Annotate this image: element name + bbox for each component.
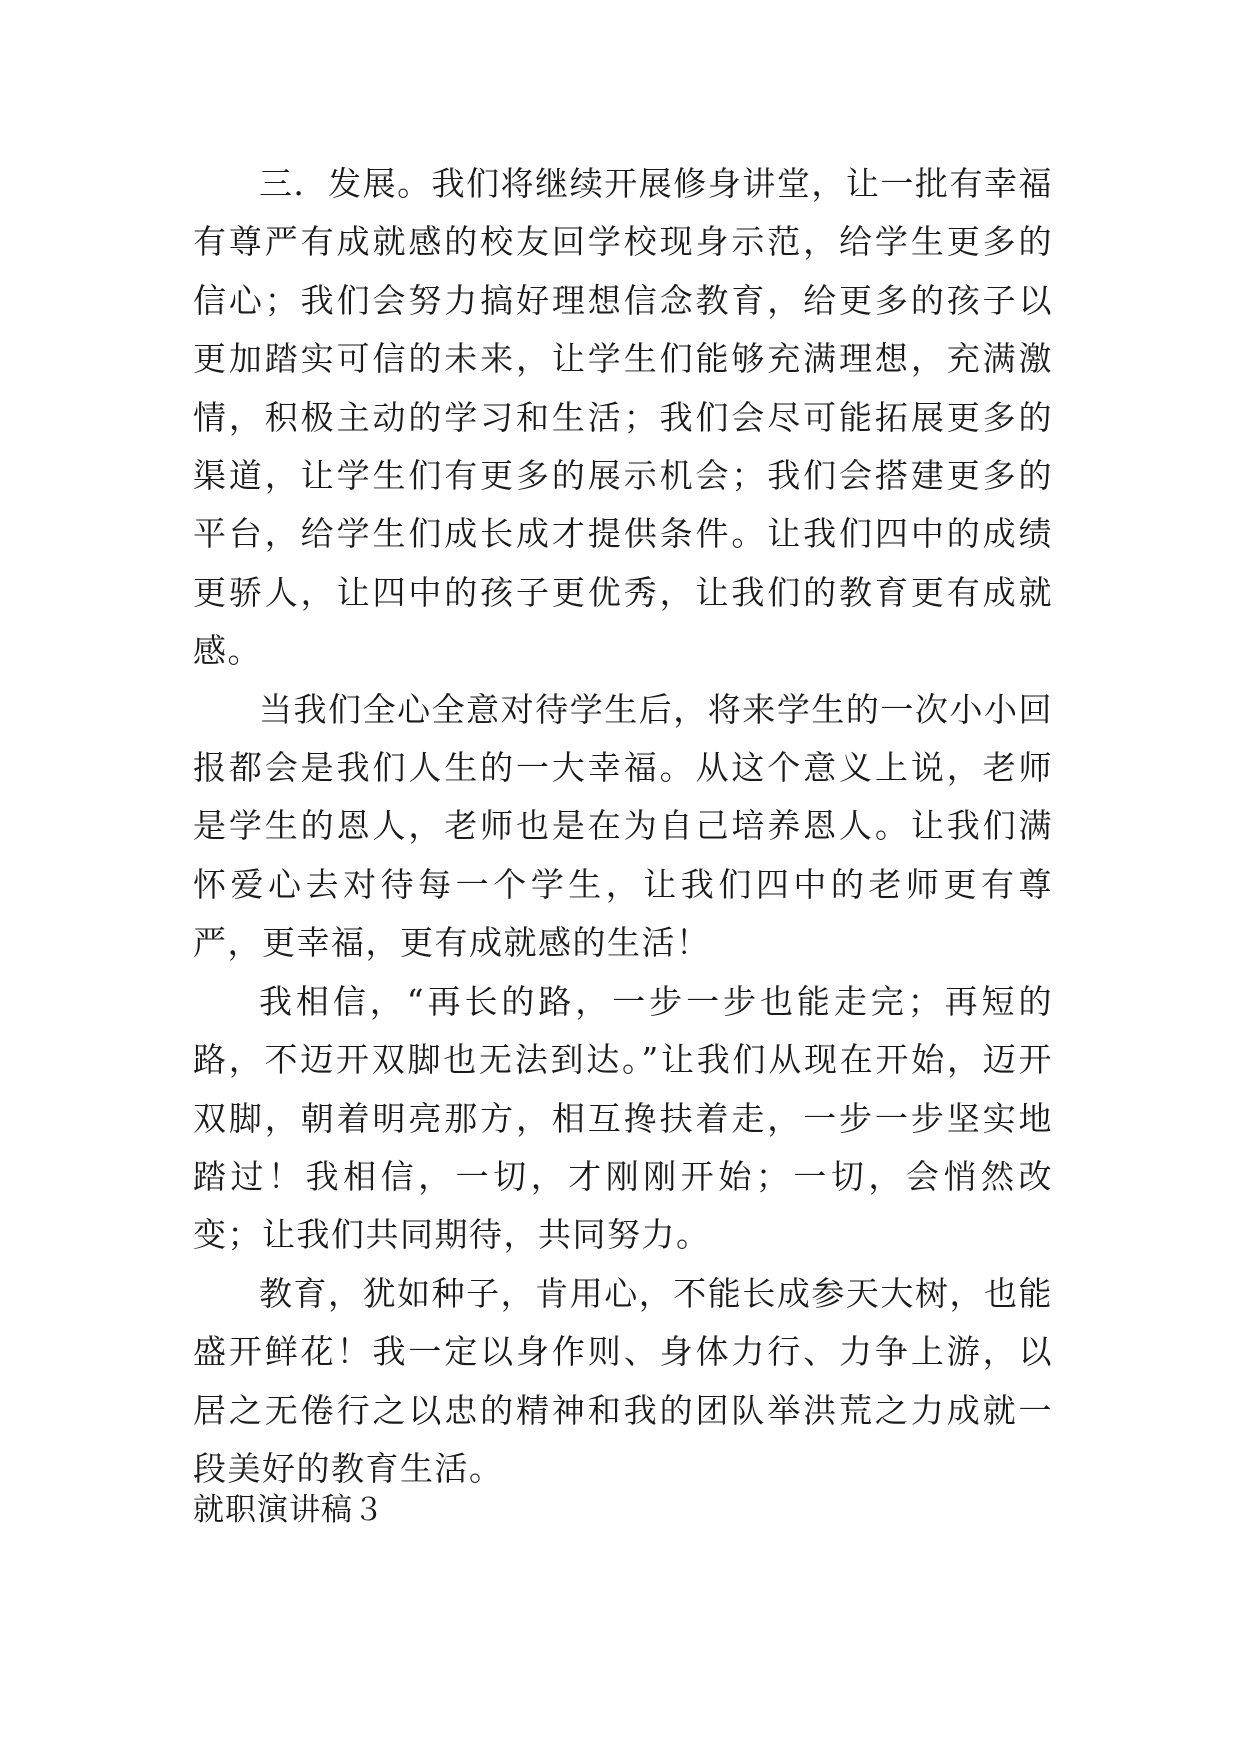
paragraph-belief: 我相信，“再长的路，一步一步也能走完；再短的路，不迈开双脚也无法到达。”让我们从现在开始，迈开双脚，朝着明亮那方，相互搀扶着走，一步一步坚实地踏过！我相信，一切，才刚刚开始；一切，会悄然改变；让我们共同期待，共同努力。 (193, 981, 1053, 1255)
paragraph-development: 三．发展。我们将继续开展修身讲堂，让一批有幸福有尊严有成就感的校友回学校现身示范，给学生更多的信心；我们会努力搞好理想信念教育，给更多的孩子以更加踏实可信的未来，让学生们能够充满理想，充满激情，积极主动的学习和生活；我们会尽可能拓展更多的渠道，让学生们有更多的展示机会；我们会搭建更多的平台，给学生们成长成才提供条件。让我们四中的成绩更骄人，让四中的孩子更优秀，让我们的教育更有成就感。 (193, 164, 1053, 671)
document-body (193, 155, 1053, 1498)
paragraph-gratitude: 当我们全心全意对待学生后，将来学生的一次小小回报都会是我们人生的一大幸福。从这个意义上说，老师是学生的恩人，老师也是在为自己培养恩人。让我们满怀爱心去对待每一个学生，让我们四中的老师更有尊严，更幸福，更有成就感的生活！ (193, 689, 1053, 963)
paragraph-education: 教育，犹如种子，肯用心，不能长成参天大树，也能盛开鲜花！我一定以身作则、身体力行、力争上游，以居之无倦行之以忠的精神和我的团队举洪荒之力成就一段美好的教育生活。 (193, 1273, 1053, 1488)
section-heading: 就职演讲稿３ (193, 1492, 385, 1528)
